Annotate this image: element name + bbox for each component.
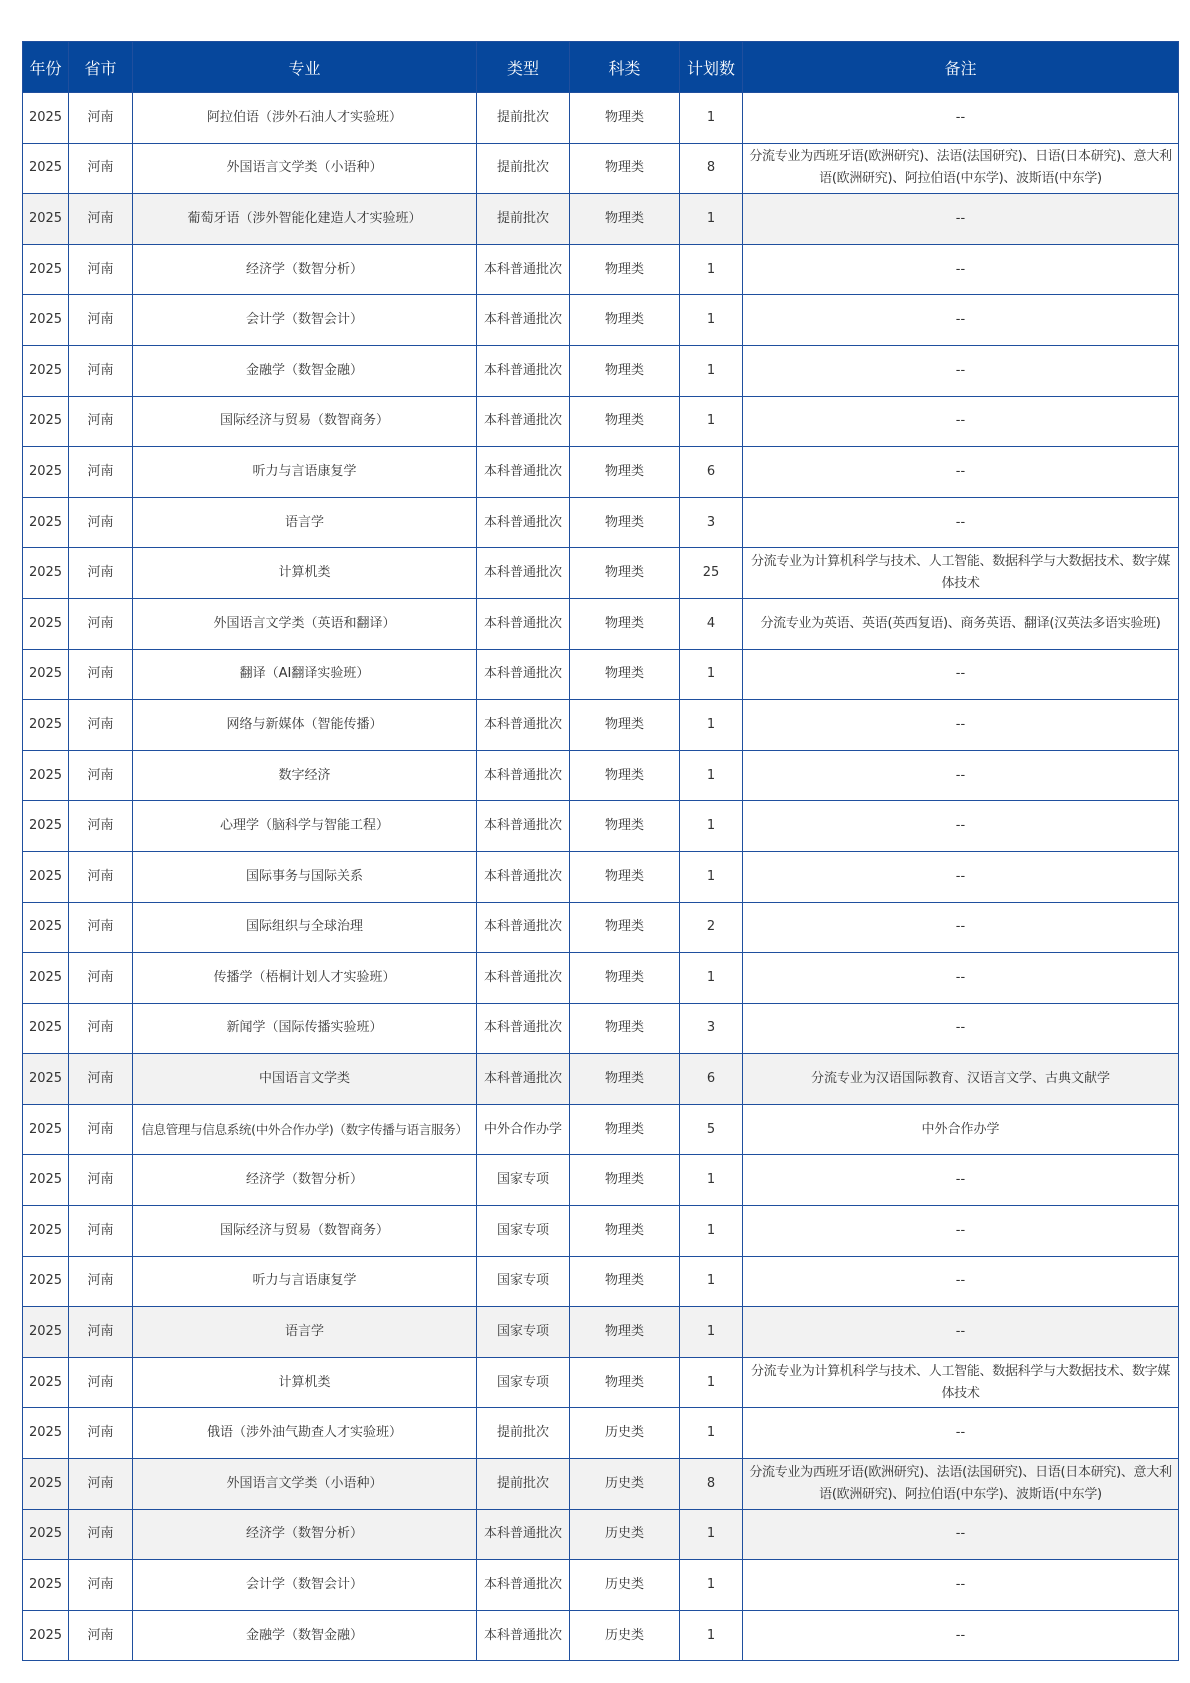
cell-major: 金融学（数智金融） [133,345,477,396]
cell-province: 河南 [69,1256,133,1307]
cell-note: -- [743,1003,1179,1054]
table-row [23,93,1179,144]
table-row [23,700,1179,751]
cell-category: 物理类 [570,1155,680,1206]
cell-type: 本科普通批次 [477,548,570,599]
header-type: 类型 [477,42,570,93]
cell-year: 2025 [23,1357,69,1408]
cell-year: 2025 [23,700,69,751]
cell-type: 本科普通批次 [477,598,570,649]
cell-plan-count: 2 [680,902,743,953]
table-header-row [23,42,1179,93]
cell-category: 物理类 [570,548,680,599]
cell-category: 物理类 [570,143,680,194]
cell-type: 中外合作办学 [477,1104,570,1155]
cell-major: 语言学 [133,497,477,548]
cell-type: 本科普通批次 [477,1054,570,1105]
cell-category: 物理类 [570,295,680,346]
cell-major: 国际组织与全球治理 [133,902,477,953]
cell-category: 物理类 [570,902,680,953]
cell-plan-count: 1 [680,1307,743,1358]
cell-type: 提前批次 [477,143,570,194]
cell-category: 历史类 [570,1408,680,1459]
cell-province: 河南 [69,851,133,902]
table-row [23,1459,1179,1510]
cell-note: -- [743,194,1179,245]
cell-category: 物理类 [570,1256,680,1307]
cell-year: 2025 [23,851,69,902]
cell-note: -- [743,447,1179,498]
admission-plan-table [22,41,1179,1661]
cell-province: 河南 [69,801,133,852]
table-row [23,447,1179,498]
cell-category: 物理类 [570,598,680,649]
table-row [23,1054,1179,1105]
table-row [23,1256,1179,1307]
cell-plan-count: 1 [680,244,743,295]
header-note: 备注 [743,42,1179,93]
table-row [23,902,1179,953]
cell-major: 传播学（梧桐计划人才实验班） [133,953,477,1004]
cell-plan-count: 25 [680,548,743,599]
cell-type: 本科普通批次 [477,649,570,700]
cell-category: 物理类 [570,396,680,447]
cell-year: 2025 [23,1155,69,1206]
cell-plan-count: 1 [680,194,743,245]
cell-note: 分流专业为西班牙语(欧洲研究)、法语(法国研究)、日语(日本研究)、意大利语(欧洲研究)、阿拉伯语(中东学)、波斯语(中东学) [743,1459,1179,1510]
cell-major: 计算机类 [133,1357,477,1408]
cell-province: 河南 [69,598,133,649]
cell-province: 河南 [69,447,133,498]
table-row [23,953,1179,1004]
cell-major: 阿拉伯语（涉外石油人才实验班） [133,93,477,144]
cell-category: 物理类 [570,1054,680,1105]
cell-plan-count: 8 [680,143,743,194]
cell-year: 2025 [23,750,69,801]
cell-province: 河南 [69,953,133,1004]
table-row [23,1307,1179,1358]
cell-category: 历史类 [570,1509,680,1560]
cell-plan-count: 6 [680,447,743,498]
cell-year: 2025 [23,548,69,599]
table-row [23,851,1179,902]
cell-category: 物理类 [570,447,680,498]
cell-category: 物理类 [570,953,680,1004]
cell-year: 2025 [23,1206,69,1257]
cell-year: 2025 [23,649,69,700]
cell-province: 河南 [69,700,133,751]
cell-type: 本科普通批次 [477,1003,570,1054]
cell-major: 外国语言文学类（小语种） [133,143,477,194]
cell-note: 分流专业为西班牙语(欧洲研究)、法语(法国研究)、日语(日本研究)、意大利语(欧洲研究)、阿拉伯语(中东学)、波斯语(中东学) [743,143,1179,194]
cell-note: 中外合作办学 [743,1104,1179,1155]
cell-year: 2025 [23,194,69,245]
cell-note: -- [743,1206,1179,1257]
table-row [23,1206,1179,1257]
cell-note: -- [743,700,1179,751]
header-province: 省市 [69,42,133,93]
table-row [23,143,1179,194]
cell-note: -- [743,750,1179,801]
cell-year: 2025 [23,345,69,396]
cell-category: 物理类 [570,194,680,245]
table-row [23,598,1179,649]
cell-note: -- [743,649,1179,700]
cell-province: 河南 [69,1357,133,1408]
cell-province: 河南 [69,1206,133,1257]
cell-province: 河南 [69,143,133,194]
cell-year: 2025 [23,1307,69,1358]
cell-note: -- [743,93,1179,144]
table-row [23,750,1179,801]
cell-major: 心理学（脑科学与智能工程） [133,801,477,852]
cell-category: 历史类 [570,1459,680,1510]
cell-major: 外国语言文学类（小语种） [133,1459,477,1510]
header-major: 专业 [133,42,477,93]
cell-province: 河南 [69,1155,133,1206]
cell-major: 计算机类 [133,548,477,599]
cell-major: 经济学（数智分析） [133,244,477,295]
cell-year: 2025 [23,447,69,498]
cell-plan-count: 3 [680,497,743,548]
cell-province: 河南 [69,902,133,953]
cell-note: -- [743,1610,1179,1661]
cell-province: 河南 [69,1610,133,1661]
cell-major: 翻译（AI翻译实验班） [133,649,477,700]
table-row [23,801,1179,852]
cell-type: 提前批次 [477,1408,570,1459]
table-row [23,1155,1179,1206]
cell-type: 本科普通批次 [477,700,570,751]
cell-category: 历史类 [570,1560,680,1611]
cell-note: -- [743,851,1179,902]
cell-major: 国际经济与贸易（数智商务） [133,1206,477,1257]
cell-major: 听力与言语康复学 [133,447,477,498]
cell-year: 2025 [23,801,69,852]
header-year: 年份 [23,42,69,93]
cell-plan-count: 1 [680,1256,743,1307]
cell-category: 历史类 [570,1610,680,1661]
cell-year: 2025 [23,1560,69,1611]
header-category: 科类 [570,42,680,93]
cell-province: 河南 [69,1054,133,1105]
cell-category: 物理类 [570,1307,680,1358]
cell-type: 本科普通批次 [477,953,570,1004]
table-row [23,649,1179,700]
cell-major: 经济学（数智分析） [133,1509,477,1560]
cell-plan-count: 1 [680,700,743,751]
cell-province: 河南 [69,244,133,295]
cell-note: -- [743,1155,1179,1206]
cell-type: 提前批次 [477,194,570,245]
cell-year: 2025 [23,497,69,548]
cell-plan-count: 1 [680,295,743,346]
cell-plan-count: 1 [680,953,743,1004]
cell-major: 信息管理与信息系统(中外合作办学)（数字传播与语言服务） [133,1104,477,1155]
cell-major: 语言学 [133,1307,477,1358]
cell-major: 数字经济 [133,750,477,801]
cell-category: 物理类 [570,700,680,751]
cell-category: 物理类 [570,1104,680,1155]
table-row [23,548,1179,599]
cell-category: 物理类 [570,497,680,548]
cell-plan-count: 1 [680,851,743,902]
table-body [23,93,1179,1661]
cell-province: 河南 [69,497,133,548]
table-row [23,295,1179,346]
cell-note: 分流专业为英语、英语(英西复语)、商务英语、翻译(汉英法多语实验班) [743,598,1179,649]
cell-major: 国际经济与贸易（数智商务） [133,396,477,447]
cell-plan-count: 1 [680,1357,743,1408]
cell-plan-count: 1 [680,1408,743,1459]
cell-plan-count: 1 [680,1206,743,1257]
table-row [23,1357,1179,1408]
cell-year: 2025 [23,143,69,194]
cell-note: -- [743,295,1179,346]
cell-type: 本科普通批次 [477,497,570,548]
cell-plan-count: 5 [680,1104,743,1155]
cell-note: -- [743,1307,1179,1358]
table-row [23,345,1179,396]
cell-plan-count: 1 [680,1509,743,1560]
cell-plan-count: 1 [680,750,743,801]
cell-plan-count: 6 [680,1054,743,1105]
cell-note: 分流专业为计算机科学与技术、人工智能、数据科学与大数据技术、数字媒体技术 [743,548,1179,599]
cell-type: 国家专项 [477,1357,570,1408]
cell-type: 国家专项 [477,1206,570,1257]
cell-province: 河南 [69,1459,133,1510]
table-row [23,244,1179,295]
cell-plan-count: 1 [680,801,743,852]
cell-major: 新闻学（国际传播实验班） [133,1003,477,1054]
cell-year: 2025 [23,953,69,1004]
cell-note: -- [743,1408,1179,1459]
cell-province: 河南 [69,194,133,245]
table-row [23,1104,1179,1155]
cell-province: 河南 [69,345,133,396]
cell-major: 中国语言文学类 [133,1054,477,1105]
cell-major: 金融学（数智金融） [133,1610,477,1661]
cell-note: -- [743,1256,1179,1307]
cell-year: 2025 [23,1003,69,1054]
cell-category: 物理类 [570,1357,680,1408]
cell-category: 物理类 [570,801,680,852]
table-row [23,1408,1179,1459]
cell-type: 本科普通批次 [477,902,570,953]
cell-year: 2025 [23,295,69,346]
cell-type: 本科普通批次 [477,851,570,902]
cell-year: 2025 [23,1054,69,1105]
cell-province: 河南 [69,750,133,801]
cell-category: 物理类 [570,345,680,396]
table-row [23,1509,1179,1560]
cell-major: 听力与言语康复学 [133,1256,477,1307]
cell-plan-count: 3 [680,1003,743,1054]
cell-type: 本科普通批次 [477,1560,570,1611]
cell-note: -- [743,801,1179,852]
cell-province: 河南 [69,548,133,599]
cell-plan-count: 8 [680,1459,743,1510]
cell-note: -- [743,953,1179,1004]
cell-note: 分流专业为计算机科学与技术、人工智能、数据科学与大数据技术、数字媒体技术 [743,1357,1179,1408]
cell-year: 2025 [23,1459,69,1510]
cell-type: 提前批次 [477,1459,570,1510]
header-plan-count: 计划数 [680,42,743,93]
cell-province: 河南 [69,1509,133,1560]
cell-province: 河南 [69,295,133,346]
cell-major: 会计学（数智会计） [133,295,477,346]
cell-plan-count: 1 [680,93,743,144]
cell-type: 国家专项 [477,1155,570,1206]
cell-category: 物理类 [570,750,680,801]
cell-plan-count: 1 [680,1560,743,1611]
cell-note: -- [743,1509,1179,1560]
cell-major: 会计学（数智会计） [133,1560,477,1611]
cell-type: 本科普通批次 [477,750,570,801]
cell-note: 分流专业为汉语国际教育、汉语言文学、古典文献学 [743,1054,1179,1105]
table-row [23,497,1179,548]
cell-major: 经济学（数智分析） [133,1155,477,1206]
cell-province: 河南 [69,93,133,144]
cell-plan-count: 1 [680,649,743,700]
cell-plan-count: 4 [680,598,743,649]
cell-province: 河南 [69,1408,133,1459]
table-row [23,1003,1179,1054]
cell-year: 2025 [23,1509,69,1560]
cell-type: 国家专项 [477,1256,570,1307]
cell-plan-count: 1 [680,1610,743,1661]
cell-type: 本科普通批次 [477,447,570,498]
cell-year: 2025 [23,244,69,295]
cell-major: 国际事务与国际关系 [133,851,477,902]
cell-province: 河南 [69,649,133,700]
cell-note: -- [743,244,1179,295]
cell-major: 外国语言文学类（英语和翻译） [133,598,477,649]
cell-province: 河南 [69,1104,133,1155]
cell-year: 2025 [23,1610,69,1661]
cell-note: -- [743,902,1179,953]
cell-province: 河南 [69,1003,133,1054]
cell-note: -- [743,1560,1179,1611]
cell-note: -- [743,345,1179,396]
cell-year: 2025 [23,396,69,447]
cell-province: 河南 [69,1307,133,1358]
cell-year: 2025 [23,598,69,649]
cell-category: 物理类 [570,1206,680,1257]
cell-province: 河南 [69,396,133,447]
cell-category: 物理类 [570,244,680,295]
cell-category: 物理类 [570,851,680,902]
cell-type: 本科普通批次 [477,295,570,346]
cell-category: 物理类 [570,649,680,700]
cell-year: 2025 [23,93,69,144]
cell-category: 物理类 [570,93,680,144]
cell-note: -- [743,396,1179,447]
cell-type: 本科普通批次 [477,396,570,447]
cell-major: 俄语（涉外油气勘查人才实验班） [133,1408,477,1459]
cell-province: 河南 [69,1560,133,1611]
cell-plan-count: 1 [680,1155,743,1206]
cell-type: 国家专项 [477,1307,570,1358]
cell-type: 本科普通批次 [477,244,570,295]
cell-note: -- [743,497,1179,548]
cell-major: 网络与新媒体（智能传播） [133,700,477,751]
cell-year: 2025 [23,902,69,953]
cell-year: 2025 [23,1104,69,1155]
cell-type: 本科普通批次 [477,801,570,852]
table-row [23,396,1179,447]
cell-type: 本科普通批次 [477,1610,570,1661]
cell-type: 本科普通批次 [477,1509,570,1560]
cell-type: 提前批次 [477,93,570,144]
cell-category: 物理类 [570,1003,680,1054]
table-row [23,1610,1179,1661]
table-row [23,194,1179,245]
cell-year: 2025 [23,1256,69,1307]
cell-type: 本科普通批次 [477,345,570,396]
cell-plan-count: 1 [680,396,743,447]
cell-plan-count: 1 [680,345,743,396]
cell-year: 2025 [23,1408,69,1459]
cell-major: 葡萄牙语（涉外智能化建造人才实验班） [133,194,477,245]
table-row [23,1560,1179,1611]
